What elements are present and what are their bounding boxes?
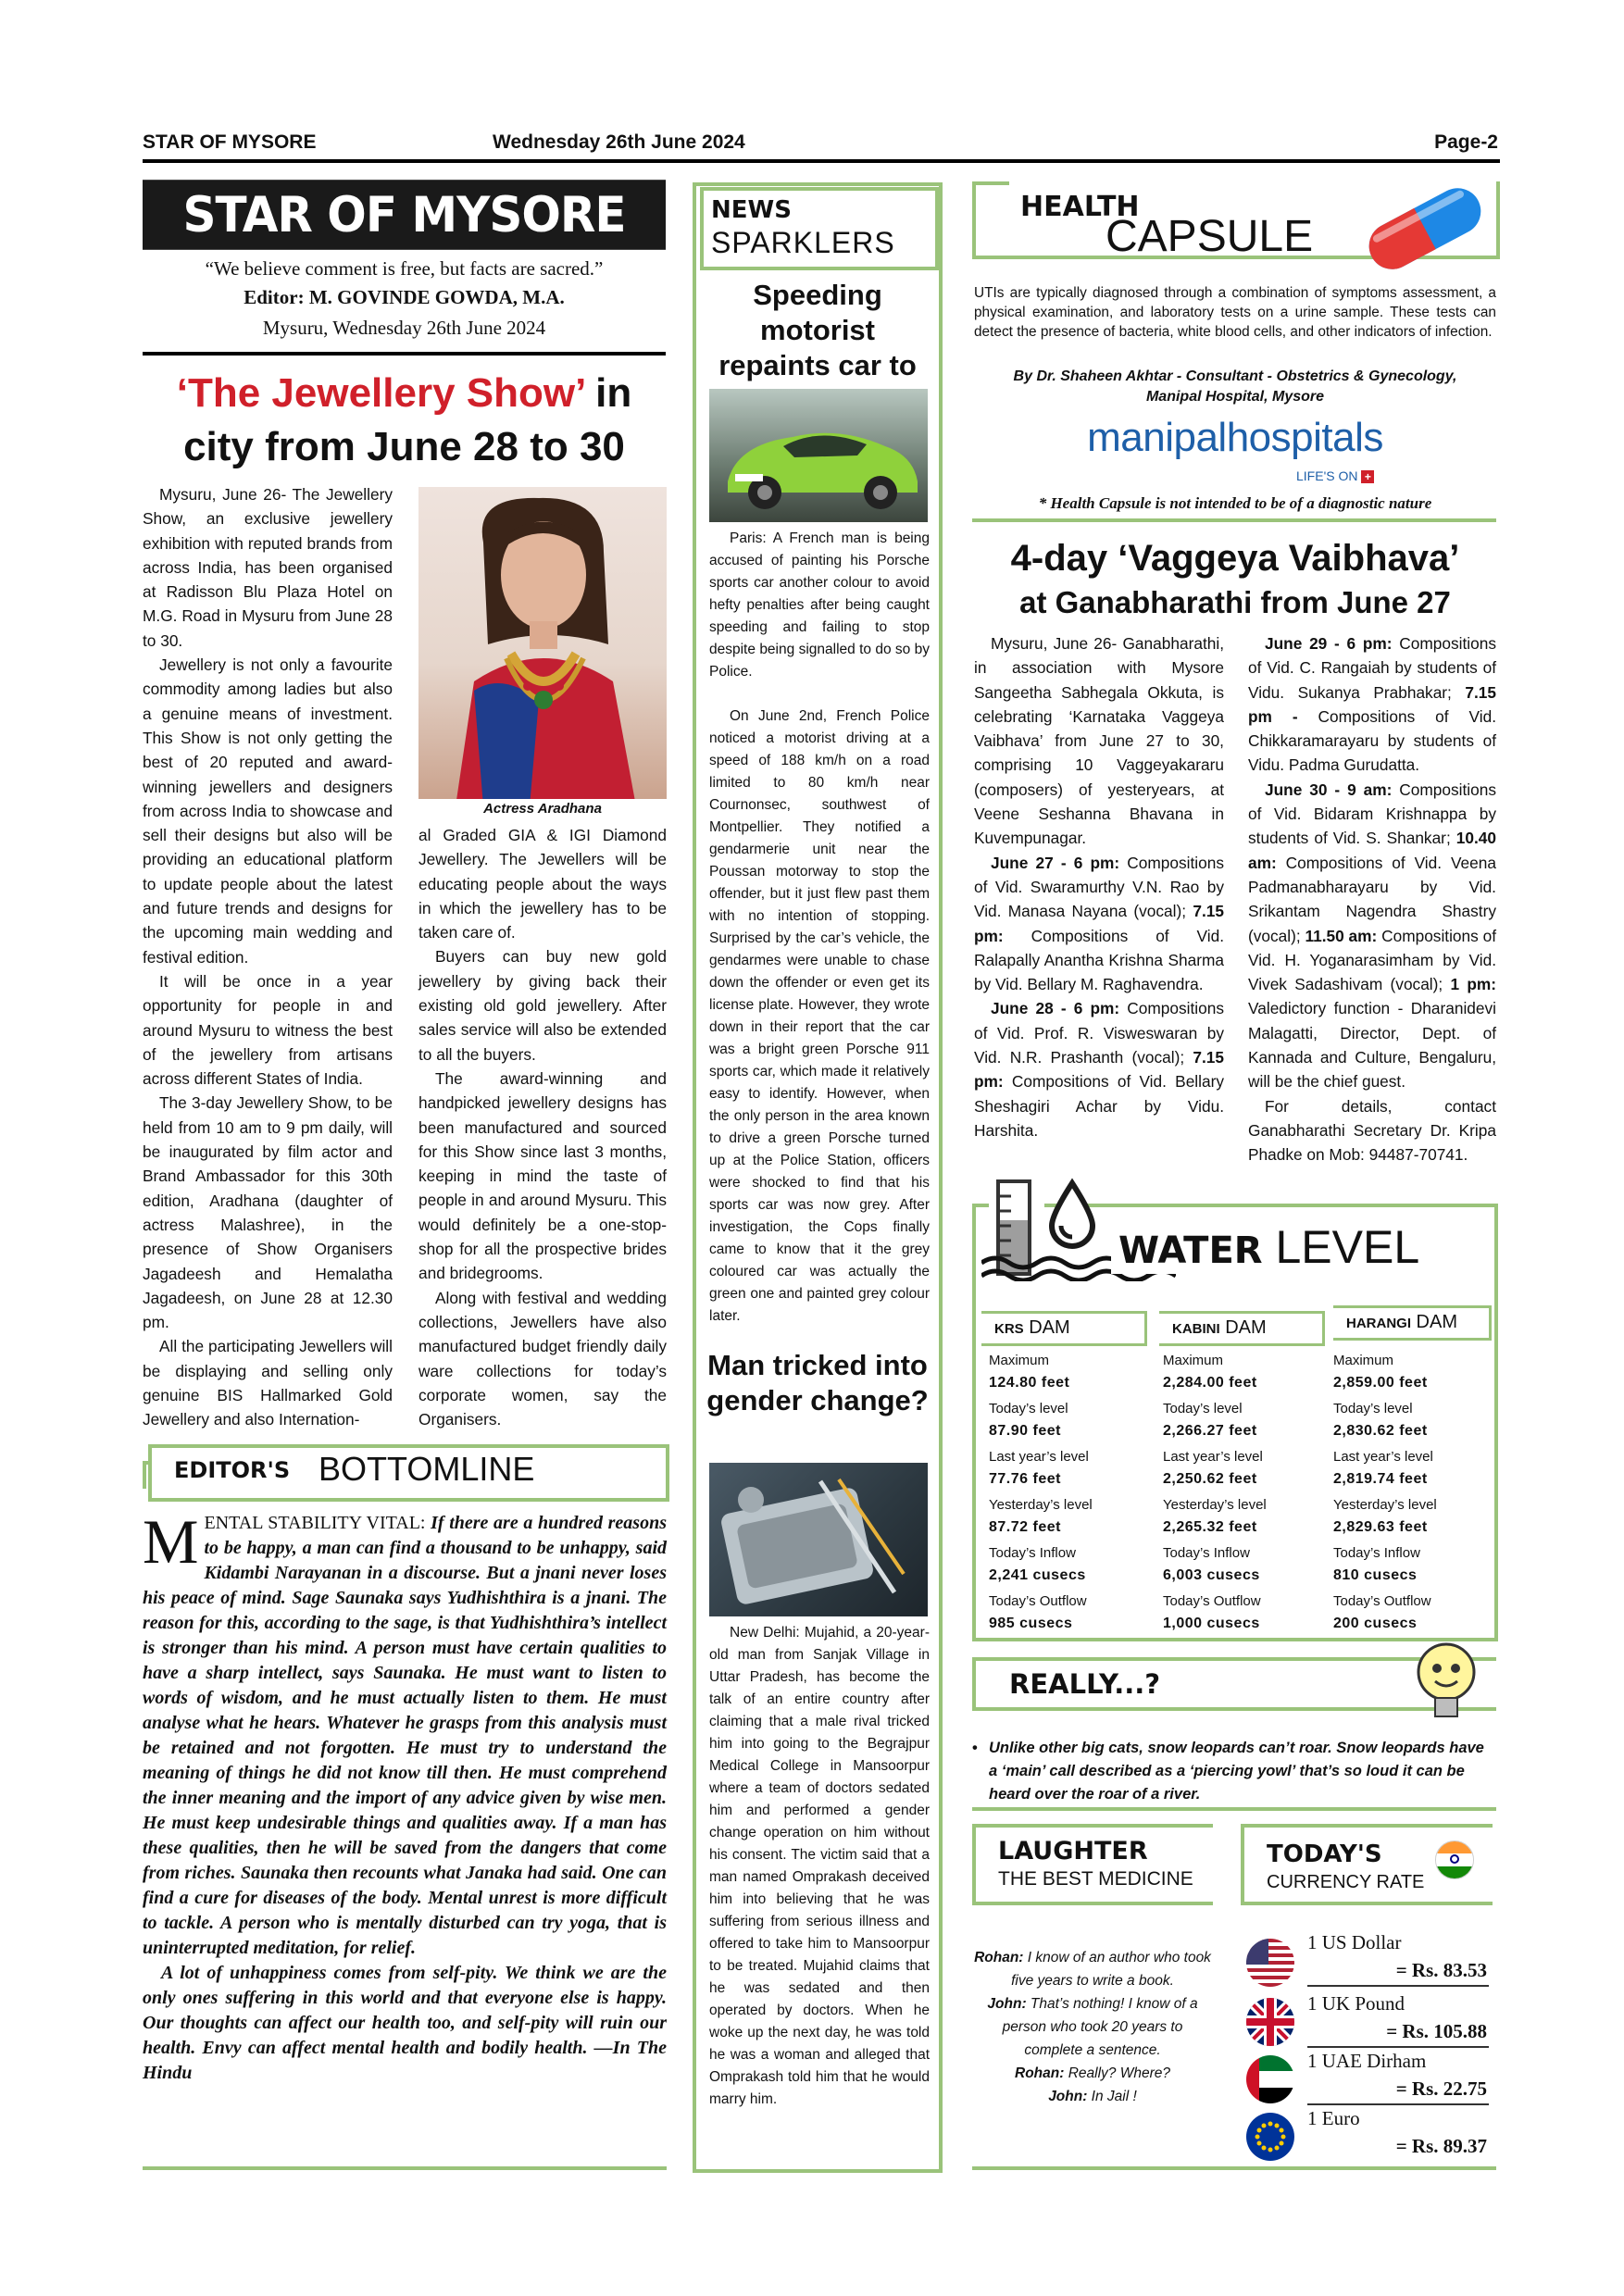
health-disclaimer: * Health Capsule is not intended to be of a diagnostic nature: [1038, 494, 1432, 512]
jewellery-headline: [143, 367, 666, 474]
label-bold: TODAY'S: [1267, 1841, 1382, 1868]
label: Yesterday’s level: [1333, 1497, 1437, 1513]
dam-column-harangi: [1333, 1350, 1489, 1635]
paragraph-june-30: [1248, 778, 1496, 1094]
label: Maximum: [1163, 1353, 1224, 1368]
line-text: In Jail !: [1087, 2089, 1137, 2104]
currency-unit: 1 UK Pound: [1307, 1992, 1405, 2015]
text: Compositions of Vid. Ralapally Anantha Krishna Sharma by Vid. Bellary M. Raghavendra.: [974, 926, 1224, 994]
time: 7.15 pm:: [974, 902, 1224, 945]
green-porsche-photo: [709, 389, 928, 522]
water-drop-icon: [1035, 1178, 1109, 1252]
text: Compositions of Vid. Bidaram Krishnappa by students of Vid. S. Shankar;: [1248, 780, 1496, 848]
dam-header-krs: [981, 1311, 1147, 1346]
value: 2,266.27 feet: [1163, 1423, 1257, 1439]
paragraph: Mysuru, June 26- The Jewellery Show, an exclusive jewellery exhibition with reputed brands from across India, has been organised at Radisson Blu Plaza Hotel on M.G. Road in Mysuru from June 28 to 30.: [143, 485, 393, 650]
bottomline-text: [143, 1506, 667, 2086]
currency-value: = Rs. 83.53: [1395, 1959, 1487, 1981]
header-rule: [143, 159, 1500, 163]
paragraph: For details, contact Ganabharathi Secretary Dr. Kripa Phadke on Mob: 94487-70741.: [1248, 1096, 1496, 1165]
label-bold: EDITOR'S: [174, 1457, 291, 1483]
porsche-illustration: [709, 389, 928, 522]
really-bottom-rule: [972, 1807, 1496, 1811]
paragraph: Mysuru, June 26- Ganabharathi, in association with Mysore Sangeetha Sabhegala Okkuta, is celebrating ‘Karnataka Vaggeya Vaibhava’ from June 27 to 30, comprising 10 Vaggeyakararu (composers) of yesteryears, at Veene Seshanna Bhavana in Kuvempunagar.: [974, 634, 1224, 848]
label-rest: SPARKLERS: [711, 226, 895, 259]
right-bottom-rule: [972, 2166, 1496, 2170]
dam-suffix: DAM: [1023, 1317, 1070, 1338]
editors-bottomline-label: [148, 1444, 669, 1502]
paragraph: al Graded GIA & IGI Diamond Jewellery. The Jewellers will be educating people about the ways in which the jewellery has to be taken care of.: [418, 826, 667, 942]
us-flag-icon: [1246, 1939, 1294, 1987]
value: 200 cusecs: [1333, 1616, 1418, 1631]
line-text: I know of an author who took five years to write a book.: [1011, 1950, 1211, 1989]
vaggeya-column-1: [974, 631, 1224, 1142]
time: 7.15 pm -: [1248, 682, 1497, 726]
value: 6,003 cusecs: [1163, 1567, 1260, 1583]
vaggeya-headline-2: at Ganabharathi from June 27: [1019, 585, 1451, 619]
speaker: John:: [987, 1996, 1027, 2012]
lightbulb-icon: [1409, 1639, 1483, 1728]
paragraph: A lot of unhappiness comes from self-pity. We think we are the only ones suffering in this world and that everyone else is happy. Our thoughts can affect our health too, and self-pity will ruin our health. Envy can affect mental health and bodily health. —In The Hindu: [143, 1963, 667, 2083]
headline-red-part: ‘The Jewellery Show’: [176, 370, 584, 416]
logo-tag-text: LIFE'S ON: [1296, 468, 1358, 483]
label: Today’s Outflow: [989, 1593, 1087, 1609]
joke-line: [1048, 2089, 1137, 2104]
text: Compositions of Vid. Swaramurthy V.N. Rao by Vid. Manasa Nayana (vocal);: [974, 853, 1224, 921]
label: Today’s Inflow: [1163, 1545, 1250, 1561]
currency-value: = Rs. 22.75: [1395, 2078, 1487, 2100]
time: June 27 - 6 pm:: [991, 853, 1120, 872]
masthead-title: STAR OF MYSORE: [143, 180, 666, 250]
speaker: John:: [1048, 2089, 1088, 2104]
dam-header-kabini: [1159, 1311, 1325, 1346]
paragraph: Paris: A French man is being accused of painting his Porsche sports car another colour to avoid hefty penalties after being caught speeding and failing to stop despite being signalled to do so by Police.: [709, 530, 930, 680]
masthead-rule: [143, 352, 666, 356]
paragraph: The 3-day Jewellery Show, to be held from 10 am to 9 pm daily, will be inaugurated by film actor and Brand Ambassador for this 30th edition, Aradhana (daughter of actress Malashree), in the presence of Show Organisers Jagadeesh and Hemalatha Jagadeesh, on June 28 at 12.30 pm.: [143, 1093, 393, 1332]
bottomline-bottom-rule: [143, 2166, 667, 2170]
currency-rule: [1307, 2046, 1489, 2048]
label: REALLY...?: [1009, 1668, 1161, 1700]
actress-photo: [418, 487, 667, 806]
currency-rule: [1307, 1985, 1489, 1987]
time: 1 pm:: [1443, 975, 1496, 994]
time: 7.15 pm:: [974, 1048, 1224, 1092]
text: Compositions of Vid. Veena Padmanabharayaru by Vid. Srikantam Nagendra Shastry (vocal);: [1248, 853, 1496, 945]
story1-headline: Speeding motorist repaints car to: [718, 279, 917, 381]
dam-column-krs: [989, 1350, 1152, 1635]
jewellery-column-1: [143, 482, 393, 1432]
jewellery-column-2: [418, 823, 667, 1431]
currency-rule: [1307, 2103, 1489, 2105]
dam-name: KABINI: [1172, 1321, 1220, 1337]
text: Compositions of Vid. C. Rangaiah by students of Vidu. Sukanya Prabhakar;: [1248, 634, 1496, 702]
label: Today’s level: [1333, 1401, 1413, 1416]
logo-word: manipal: [1087, 415, 1227, 460]
currency-unit: 1 UAE Dirham: [1307, 2050, 1427, 2072]
value: 2,250.62 feet: [1163, 1471, 1257, 1487]
really-text: [972, 1737, 1496, 1806]
headline-part: in: [583, 370, 632, 416]
value: 87.72 feet: [989, 1519, 1061, 1535]
value: 2,265.32 feet: [1163, 1519, 1257, 1535]
value: 2,830.62 feet: [1333, 1423, 1428, 1439]
dam-suffix: DAM: [1411, 1312, 1457, 1332]
label-rest: CURRENCY RATE: [1267, 1872, 1425, 1892]
label-rest: CAPSULE: [1106, 212, 1314, 261]
paragraph: If there are a hundred reasons to be happy, a man can find a thousand to be unhappy, said Kidambi Narayanan in a discourse. But a jnani never loses his peace of mind. Sage Saunaka says Yudhishthira is a jnani. The reason for this, according to the sage, is that Yudhishthira’s intellect is stronger than his mind. A person must have certain qualities to have a sharp intellect, says Saunaka. He must want to listen to words of wisdom, and he must actually listen to them. He must analyse what he hears. Whatever he grasps from this analysis must be retained and not forgotten. He must try to understand the meaning of things he did not know till then. He must comprehend the inner meaning and the import of any advice given by wise men. He must keep undesirable things and qualities away. If a man has these qualities, then he will be saved from the dangers that come from riches. Saunaka then recounts what Janaka had said. One can find a cure for diseases of the body. Mental unrest is more difficult to tackle. A person who is mentally disturbed can try yoga, that is uninterrupted meditation, for relief.: [143, 1513, 667, 1958]
label: Today’s Inflow: [989, 1545, 1076, 1561]
label: Last year’s level: [1163, 1449, 1263, 1465]
logo-tagline: [1296, 468, 1374, 483]
uae-flag-icon: [1246, 2055, 1294, 2103]
story2-text: [709, 1622, 930, 2111]
label-rest: LEVEL: [1262, 1221, 1420, 1273]
currency-value: = Rs. 105.88: [1386, 2020, 1487, 2042]
label: Today’s Inflow: [1333, 1545, 1420, 1561]
fact: Unlike other big cats, snow leopards can’t roar. Snow leopards have a ‘main’ call described as a ‘piercing yowl’ that’s so loud it can be heard over the roar of a river.: [989, 1740, 1484, 1803]
byline-line: Manipal Hospital, Mysore: [1145, 389, 1325, 405]
line-text: Really? Where?: [1064, 2065, 1170, 2081]
dam-header-harangi: [1333, 1305, 1492, 1341]
currency-unit: 1 Euro: [1307, 2107, 1360, 2129]
label: Last year’s level: [1333, 1449, 1433, 1465]
dam-name: KRS: [994, 1321, 1024, 1337]
text: Valedictory function - Dharanidevi Malagatti, Director, Dept. of Kannada and Culture, Bengaluru, will be the chief guest.: [1248, 999, 1496, 1092]
value: 2,829.63 feet: [1333, 1519, 1428, 1535]
dam-name: HARANGI: [1346, 1316, 1411, 1331]
label: Today’s Outflow: [1333, 1593, 1431, 1609]
tray-illustration: [709, 1463, 928, 1616]
actress-illustration: [418, 487, 667, 806]
laughter-joke: [972, 1946, 1213, 2108]
story2-headline: Man tricked into gender change?: [706, 1349, 929, 1416]
value: 77.76 feet: [989, 1471, 1061, 1487]
paragraph-june-27: [974, 851, 1224, 997]
health-bottom-rule: [972, 518, 1496, 522]
photo-caption: Actress Aradhana: [418, 799, 667, 819]
health-capsule-text: UTIs are typically diagnosed through a combination of symptoms assessment, a physical examination, and laboratory tests on a urine sample. These tests can detect the presence of bacteria, white blood cells, and other indicators of infection.: [974, 285, 1496, 340]
time: 10.40 am:: [1248, 829, 1497, 872]
paragraph: The award-winning and handpicked jewellery designs has been manufactured and sourced for this Show since last 3 months, keeping in mind the taste of people in and around Mysuru. This would definitely be a one-stop-shop for all the prospective brides and bridegrooms.: [418, 1068, 667, 1283]
masthead-motto: “We believe comment is free, but facts are sacred.”: [205, 257, 604, 280]
bullet-icon: •: [972, 1740, 978, 1756]
label: Today’s level: [989, 1401, 1068, 1416]
label-bold: LAUGHTER: [998, 1837, 1148, 1866]
paragraph: On June 2nd, French Police noticed a motorist driving at a speed of 188 km/h on a road limited to 80 km/h near Cournonsec, southwest of Montpellier. They notified a gendarmerie unit near the Poussan motorway to stop the offender, but it just flew past them with no intention of stopping. Surprised by the car’s vehicle, the gendarmes were unable to chase down the offender or even get its license plate. However, they wrote down in their report that the car was a bright green Porsche 911 sports car, which made it relatively easy to identify. However, when the only person in the area known to drive a green Porsche turned up at the Police Station, officers were shocked to find that his sports car was now grey. After investigation, the Cops finally came to know that it the grey coloured car was actually the green one and painted grey colour later.: [709, 708, 930, 1324]
label: Maximum: [1333, 1353, 1394, 1368]
laughter-label: [972, 1824, 1213, 1905]
speaker: Rohan:: [1015, 2065, 1065, 2081]
currency-unit: 1 US Dollar: [1307, 1931, 1402, 1953]
paragraph: Jewellery is not only a favourite commodity among ladies but also a genuine means of investment. This Show is not only getting the best of 20 reputed and award-winning jewellers and designers from across India to showcase and sell their designs but also will be providing an educational platform to update people about the latest and future trends and designs for the upcoming main wedding and festival edition.: [143, 655, 393, 967]
value: 1,000 cusecs: [1163, 1616, 1260, 1631]
paragraph: Along with festival and wedding collections, Jewellers have also manufactured budget friendly daily ware collections for today’s corporate women, say the Organisers.: [418, 1288, 667, 1429]
vaggeya-column-2: [1248, 631, 1496, 1167]
cross-icon: +: [1361, 470, 1374, 483]
dam-suffix: DAM: [1219, 1317, 1267, 1338]
capsule-pill-icon: [1355, 178, 1494, 280]
drop-cap: M: [143, 1506, 199, 1577]
value: 2,819.74 feet: [1333, 1471, 1428, 1487]
time: June 28 - 6 pm:: [991, 999, 1120, 1018]
label: Maximum: [989, 1353, 1050, 1368]
value: 810 cusecs: [1333, 1567, 1418, 1583]
masthead-editor: Editor: M. GOVINDE GOWDA, M.A.: [244, 286, 565, 308]
water-level-label: [1111, 1220, 1427, 1274]
lead-caps: ENTAL STABILITY VITAL:: [204, 1513, 426, 1533]
headline-line2: city from June 28 to 30: [183, 424, 625, 469]
uk-flag-icon: [1246, 1998, 1294, 2046]
value: 2,284.00 feet: [1163, 1375, 1257, 1391]
sparklers-top-rule: [693, 182, 943, 186]
dam-column-kabini: [1163, 1350, 1326, 1635]
joke-line: [987, 1996, 1197, 2058]
speaker: Rohan:: [974, 1950, 1024, 1965]
paragraph: New Delhi: Mujahid, a 20-year-old man from Sanjak Village in Uttar Pradesh, has become the talk of an entire country after claiming that a male rival tricked him into going to the Begrajpur Medical College in Mansoorpur where a team of doctors sedated him and performed a gender change operation on him without his consent. The victim said that a man named Omprakash deceived him into believing that he was suffering from serious illness and offered to take him to Mansoorpur to be treated. Mujahid claims that he was sedated and then operated by doctors. When he woke up the next day, he was told he was a woman and alleged that Omprakash told him that he would marry him.: [709, 1625, 930, 2107]
line-text: That’s nothing! I know of a person who took 20 years to complete a sentence.: [1002, 1996, 1198, 2058]
label-bold: HEALTH: [1020, 191, 1140, 223]
paragraph-june-29: [1248, 631, 1496, 778]
time: June 30 - 9 am:: [1265, 780, 1393, 799]
label-rest: THE BEST MEDICINE: [998, 1868, 1193, 1890]
india-flag-icon: [1435, 1841, 1474, 1879]
label: Yesterday’s level: [989, 1497, 1093, 1513]
label: Last year’s level: [989, 1449, 1089, 1465]
value: 87.90 feet: [989, 1423, 1061, 1439]
label-bold: WATER: [1118, 1229, 1263, 1272]
logo-word: hospitals: [1226, 415, 1383, 460]
health-corner: [972, 181, 1009, 185]
time: June 29 - 6 pm:: [1265, 634, 1393, 653]
health-byline: [974, 367, 1496, 407]
text: Compositions of Vid. Chikkaramarayaru by students of Vidu. Padma Gurudatta.: [1248, 706, 1496, 775]
eu-flag-icon: [1246, 2113, 1294, 2161]
label-rest: BOTTOMLINE: [319, 1450, 535, 1488]
label: Today’s Outflow: [1163, 1593, 1261, 1609]
page-number: Page-2: [1434, 131, 1498, 153]
vaggeya-headline-1: 4-day ‘Vaggeya Vaibhava’: [1010, 538, 1460, 579]
paragraph: It will be once in a year opportunity for people in and around Mysuru to witness the best of the jewellery from artisans across different States of India.: [143, 971, 393, 1089]
currency-value: = Rs. 89.37: [1395, 2135, 1487, 2157]
bottomline-corner: [143, 1461, 146, 1489]
joke-line: [1015, 2065, 1170, 2081]
running-date: Wednesday 26th June 2024: [493, 131, 745, 153]
masthead-dateline: Mysuru, Wednesday 26th June 2024: [262, 317, 546, 339]
time: 11.50 am:: [1300, 926, 1378, 945]
label: Today’s level: [1163, 1401, 1243, 1416]
text: Compositions of Vid. H. Yoganarasimham by Vid. Vivek Sadashivam (vocal);: [1248, 926, 1497, 994]
value: 124.80 feet: [989, 1375, 1070, 1391]
label-bold: NEWS: [711, 196, 792, 224]
label: Yesterday’s level: [1163, 1497, 1267, 1513]
value: 2,241 cusecs: [989, 1567, 1086, 1583]
manipal-hospitals-logo: [974, 415, 1496, 461]
paragraph: Buyers can buy new gold jewellery by giving back their existing old gold jewellery. After sales service will also be extended to all the buyers.: [418, 947, 667, 1064]
value: 2,859.00 feet: [1333, 1375, 1428, 1391]
running-paper-name: STAR OF MYSORE: [143, 131, 317, 153]
paragraph-june-28: [974, 996, 1224, 1142]
text: Compositions of Vid. Bellary Sheshagiri Achar by Vidu. Harshita.: [974, 1072, 1224, 1140]
currency-list: [1246, 1931, 1496, 2157]
joke-line: [974, 1950, 1211, 1989]
paragraph: All the participating Jewellers will be displaying and selling only genuine BIS Hallmarked Gold Jewellery and also Internation-: [143, 1337, 393, 1429]
value: 985 cusecs: [989, 1616, 1073, 1631]
news-sparklers-label: [700, 187, 939, 270]
text: Compositions of Vid. Prof. R. Visweswaran by Vid. N.R. Prashanth (vocal);: [974, 999, 1224, 1067]
byline-line: By Dr. Shaheen Akhtar - Consultant - Obstetrics & Gynecology,: [1013, 368, 1457, 384]
story1-text: [709, 528, 930, 1328]
surgical-tray-photo: [709, 1463, 928, 1616]
